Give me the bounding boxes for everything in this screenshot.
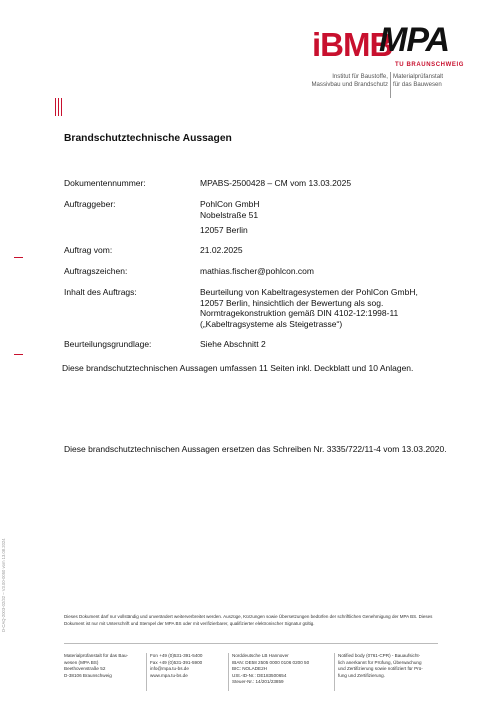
mpa-logo: MPA bbox=[379, 21, 450, 59]
field-value-line: 12057 Berlin, hinsichtlich der Bewertung als sog. bbox=[200, 297, 384, 308]
mpa-line: Materialprüfanstalt bbox=[393, 73, 444, 80]
logo-divider bbox=[390, 72, 391, 98]
scope-paragraph: Diese brandschutztechnischen Aussagen umfassen 11 Seiten inkl. Deckblatt und 10 Anlagen. bbox=[62, 363, 414, 373]
field-value-line: mathias.fischer@pohlcon.com bbox=[200, 266, 314, 276]
footer-line: D-38106 Braunschweig bbox=[64, 672, 112, 678]
field-value-document-number bbox=[200, 178, 460, 189]
mpa-line: für das Bauwesen bbox=[393, 81, 442, 89]
field-label-client: Auftraggeber: bbox=[64, 199, 116, 209]
footer-line: Notified body (0761-CPR) - Bauaufsicht- bbox=[338, 653, 421, 658]
footer-address bbox=[64, 653, 144, 679]
field-value-line: 12057 Berlin bbox=[200, 225, 248, 235]
footer-line: Norddeutsche LB Hannover bbox=[232, 653, 289, 658]
field-value-line: Beurteilung von Kabeltragesystemen der PohlCon GmbH, bbox=[200, 287, 418, 297]
institute-line: Massivbau und Brandschutz bbox=[311, 81, 388, 89]
field-label-order-date: Auftrag vom: bbox=[64, 245, 113, 255]
footer-notified-body bbox=[338, 653, 448, 679]
field-label-basis: Beurteilungsgrundlage: bbox=[64, 339, 152, 349]
footer-column-separator bbox=[334, 653, 335, 691]
footer-line: www.mpa.tu-bs.de bbox=[150, 672, 188, 678]
field-value-line: („Kabeltragsysteme als Steigetrasse“) bbox=[200, 318, 343, 329]
field-value-city bbox=[200, 225, 460, 236]
field-value-client bbox=[200, 199, 460, 220]
footer-contact bbox=[150, 653, 230, 679]
field-label-document-number: Dokumentennummer: bbox=[64, 178, 146, 188]
field-value-line: MPABS-2500428 – CM vom 13.03.2025 bbox=[200, 178, 352, 188]
fold-mark bbox=[14, 257, 23, 258]
ibmb-logo: iBMB bbox=[312, 26, 393, 63]
footer-line: fung und Zertifizierung. bbox=[338, 672, 385, 678]
field-label-order-content: Inhalt des Auftrags: bbox=[64, 287, 137, 297]
footer-divider bbox=[64, 643, 438, 644]
footer-line: USt.-ID-Nr.: DE183500654 bbox=[232, 672, 287, 678]
margin-bars bbox=[55, 98, 63, 116]
field-value-line: 21.02.2025 bbox=[200, 245, 243, 255]
field-value-basis bbox=[200, 339, 460, 350]
institute-name bbox=[300, 73, 388, 90]
field-value-order-reference bbox=[200, 266, 460, 277]
field-value-line: PohlCon GmbH bbox=[200, 199, 260, 209]
footer-line: Fax +49 (0)531-391-5900 bbox=[150, 659, 203, 665]
footer-line: BIC: NOLADE2H bbox=[232, 666, 267, 672]
footer-line: Materialprüfanstalt für das Bau- bbox=[64, 653, 129, 658]
footer-line: und Zertifizierung sowie notifiziert für Prü- bbox=[338, 666, 423, 672]
institute-line: Institut für Baustoffe, bbox=[332, 73, 388, 80]
document-title: Brandschutztechnische Aussagen bbox=[64, 133, 232, 144]
replacement-paragraph: Diese brandschutztechnischen Aussagen ersetzen das Schreiben Nr. 3335/722/11-4 vom 13.03.2020. bbox=[64, 444, 447, 454]
footer-line: IBAN: DE58 2505 0000 0106 0200 50 bbox=[232, 659, 310, 665]
field-value-line: Nobelstraße 51 bbox=[200, 209, 259, 220]
field-value-line: Siehe Abschnitt 2 bbox=[200, 339, 266, 349]
university-label: TU BRAUNSCHWEIG bbox=[395, 62, 464, 68]
footer-line: Steuer-Nr.: 14/201/23859 bbox=[232, 679, 284, 685]
footer-line: Fon +49 (0)531-391-5400 bbox=[150, 653, 203, 658]
footer-column-separator bbox=[146, 653, 147, 691]
footer-line: wesen (MPA BS) bbox=[64, 659, 99, 665]
footer-column-separator bbox=[228, 653, 229, 691]
footer-line: info@mpa.tu-bs.de bbox=[150, 666, 189, 672]
field-value-order-date bbox=[200, 245, 460, 256]
field-label-order-reference: Auftragszeichen: bbox=[64, 266, 128, 276]
punch-mark bbox=[14, 354, 23, 355]
form-reference: D-CAQ-2003-02/32 – V3.00-0050 vom 13.08.2024 bbox=[1, 538, 6, 632]
field-value-order-content bbox=[200, 287, 460, 329]
footer-line: Beethovenstraße 52 bbox=[64, 666, 106, 672]
footer-bank bbox=[232, 653, 332, 686]
footer-legal-note: Dieses Dokument darf nur vollständig und unverändert weiterverbreitet werden. Auszüge, Kürzungen sowie Übersetzungen bedürfen der schriftlichen Genehmigung der MPA BS. Dieses Dokument ist nur mit Unterschrift und Stempel der MPA BS oder mit verifizierbarer, qualifizierter elektronischer Signatur gültig. bbox=[64, 614, 433, 626]
mpa-name bbox=[393, 73, 473, 90]
field-value-line: Normtragekonstruktion gemäß DIN 4102-12:1998-11 bbox=[200, 308, 399, 318]
footer-line: lich anerkannt für Prüfung, Überwachung bbox=[338, 659, 422, 665]
